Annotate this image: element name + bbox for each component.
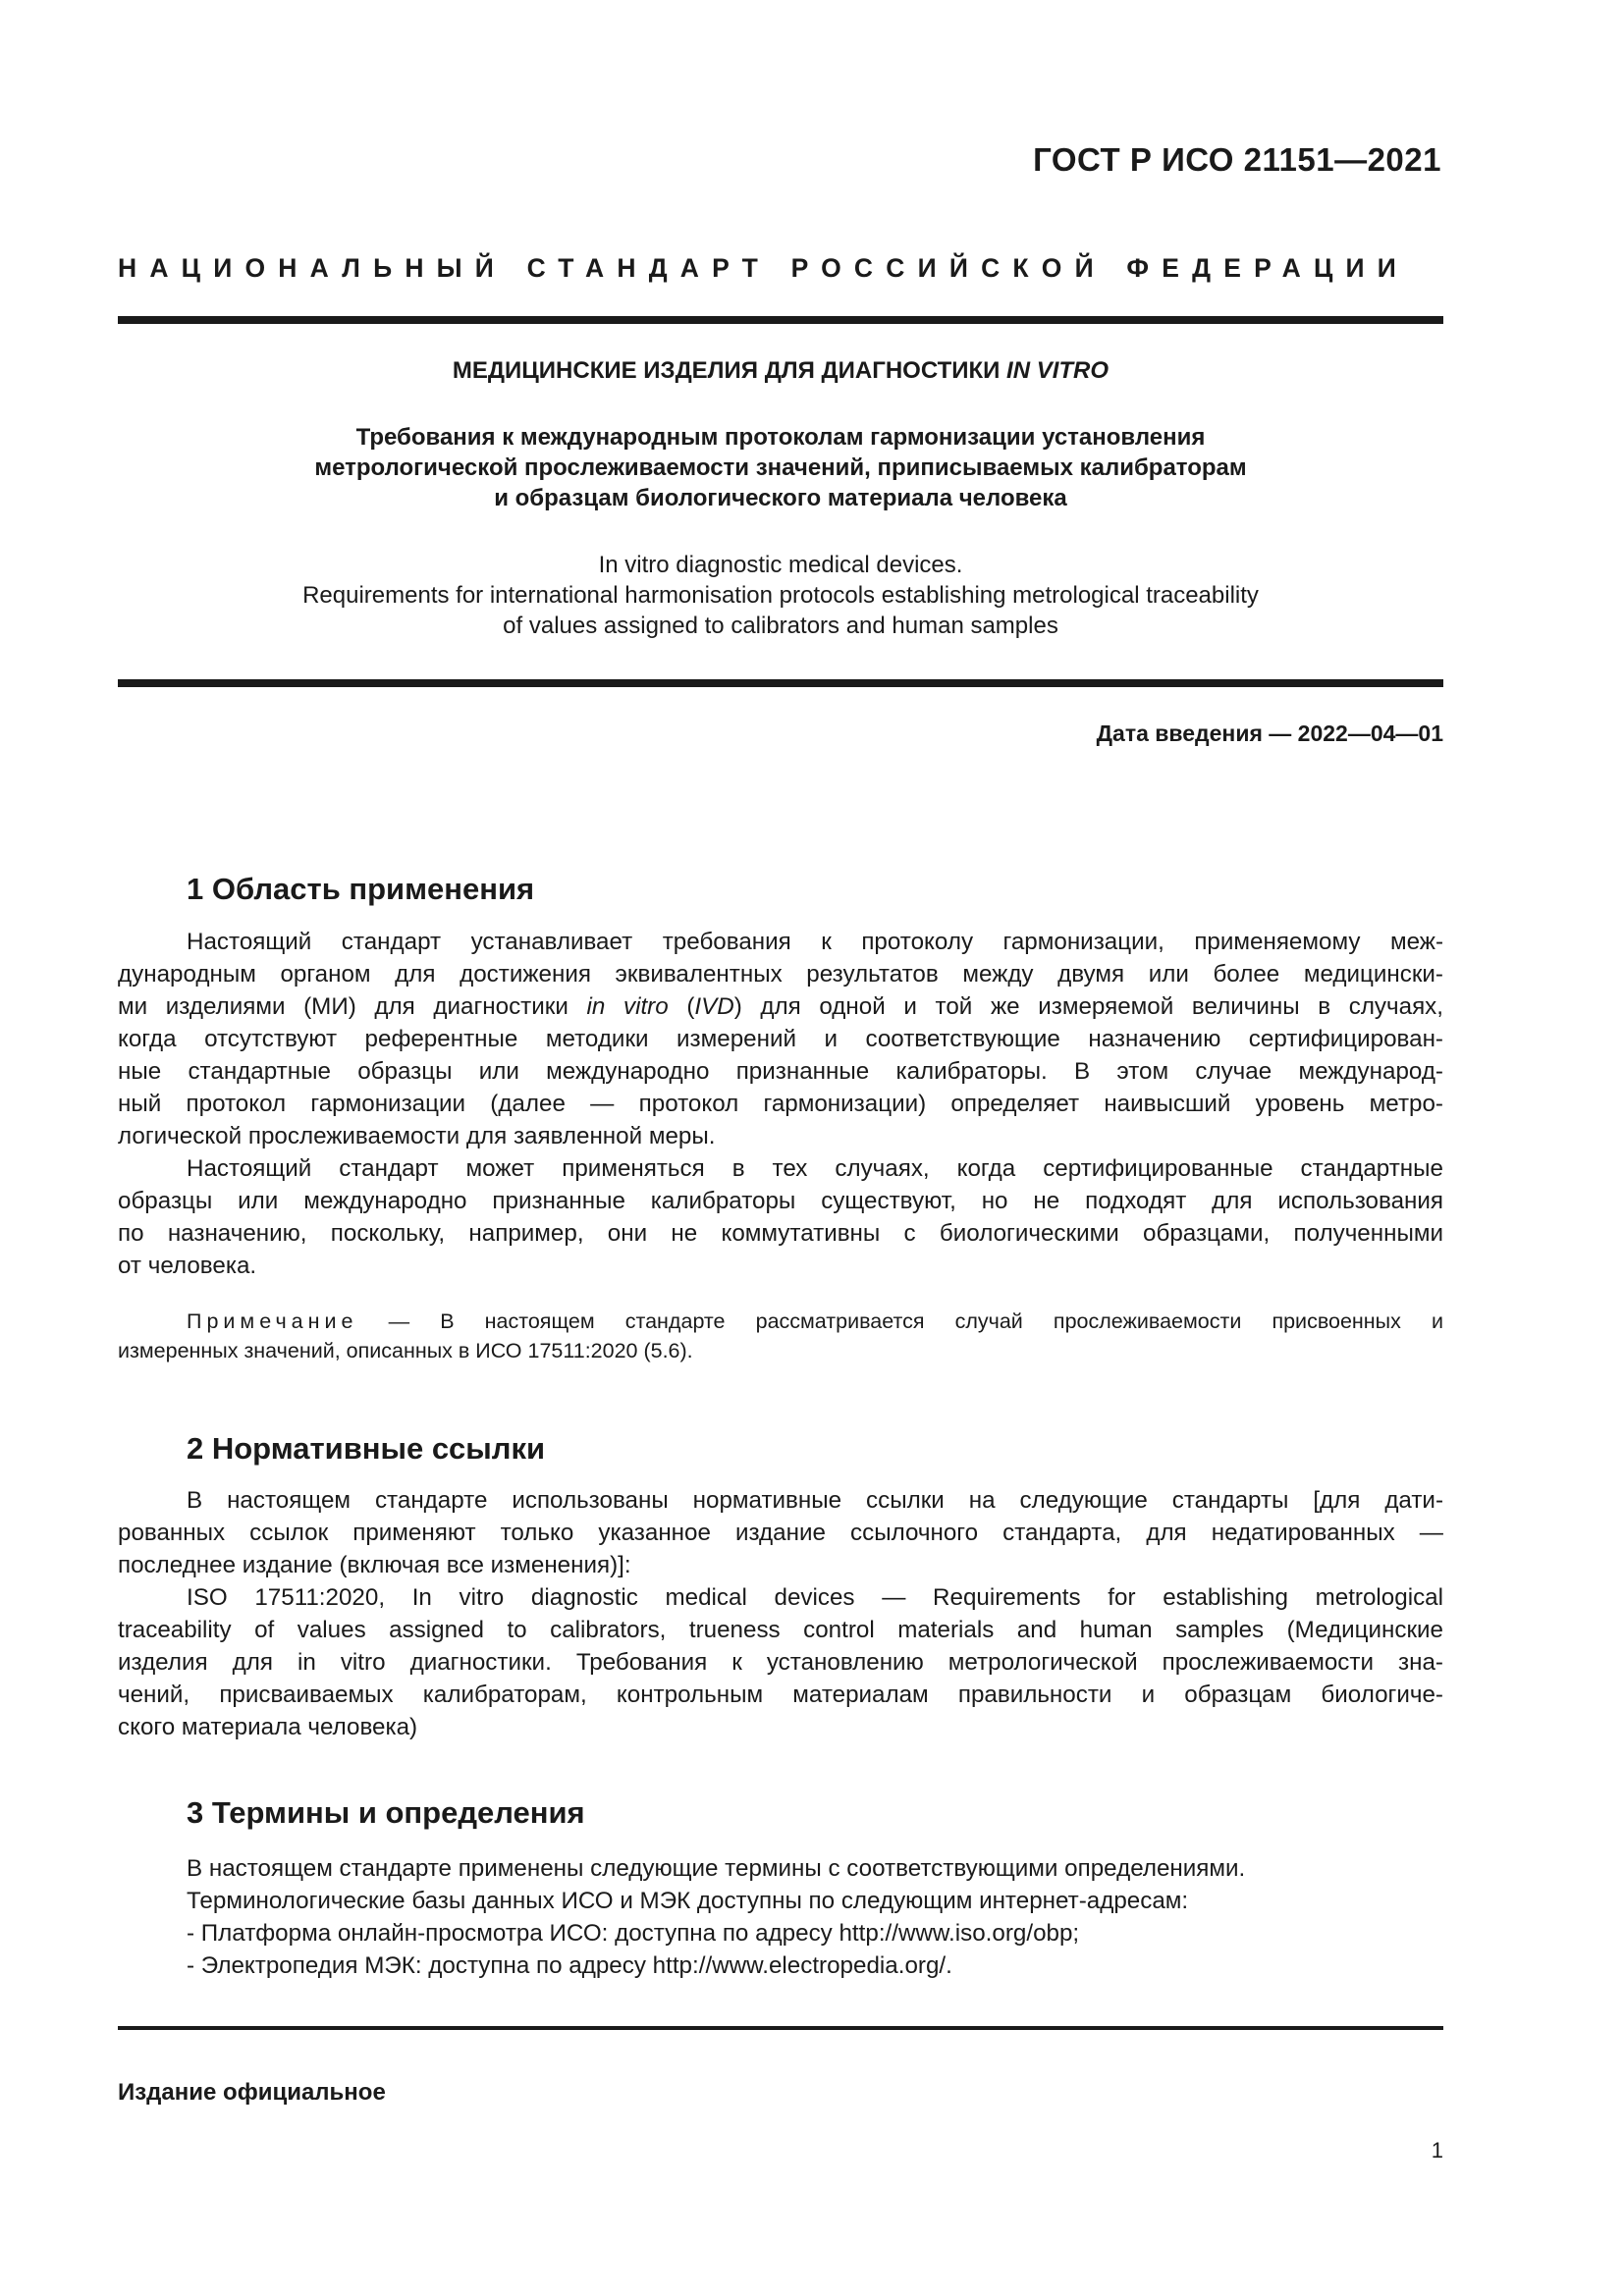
footer-rule <box>118 2026 1443 2030</box>
title-main-text: МЕДИЦИНСКИЕ ИЗДЕЛИЯ ДЛЯ ДИАГНОСТИКИ <box>452 357 1007 384</box>
title-english-line: Requirements for international harmonisation protocols establishing metrological traceability <box>302 582 1259 609</box>
section-1-heading: 1 Область применения <box>187 872 535 906</box>
text-line: В настоящем стандарте применены следующие термины с соответствующими определениями. <box>187 1855 1246 1882</box>
text-line: ные стандартные образцы или международно признанные калибраторы. В этом случае международ- <box>118 1058 1443 1085</box>
title-main <box>118 357 1443 385</box>
national-standard-banner: НАЦИОНАЛЬНЫЙ СТАНДАРТ РОССИЙСКОЙ ФЕДЕРАЦИИ <box>118 253 1410 283</box>
text-line: дународным органом для достижения эквивалентных результатов между двумя или более медицински- <box>118 961 1443 988</box>
text-line: изделия для in vitro диагностики. Требования к установлению метрологической прослеживаемости зна- <box>118 1649 1443 1676</box>
section-2-paragraph-2 <box>118 1581 1443 1743</box>
italic-fragment: IVD <box>694 993 734 1020</box>
page-number: 1 <box>1431 2138 1443 2163</box>
title-english-line: of values assigned to calibrators and human samples <box>503 613 1058 639</box>
text-line: ского материала человека) <box>118 1714 418 1740</box>
text-line: чений, присваиваемых калибраторам, контрольным материалам правильности и образцам биологиче- <box>118 1682 1443 1708</box>
text-fragment: — В настоящем стандарте рассматривается случай прослеживаемости присвоенных и <box>357 1309 1443 1333</box>
text-line <box>118 1307 1443 1336</box>
text-line: traceability of values assigned to calibrators, trueness control materials and human samples (Медицинские <box>118 1617 1443 1643</box>
text-line: рованных ссылок применяют только указанное издание ссылочного стандарта, для недатированных — <box>118 1520 1443 1546</box>
introduction-date: Дата введения — 2022—04—01 <box>1096 721 1443 746</box>
text-line: по назначению, поскольку, например, они не коммутативны с биологическими образцами, полученными <box>118 1220 1443 1247</box>
title-subtitle <box>118 422 1443 513</box>
text-fragment: ми изделиями (МИ) для диагностики <box>118 993 587 1020</box>
title-english-line: In vitro diagnostic medical devices. <box>598 552 963 578</box>
title-subtitle-line: и образцам биологического материала человека <box>494 485 1067 511</box>
title-subtitle-line: Требования к международным протоколам гармонизации установления <box>355 424 1206 451</box>
section-1-paragraph-2 <box>118 1152 1443 1282</box>
text-line: логической прослеживаемости для заявленной меры. <box>118 1123 716 1149</box>
text-line: - Платформа онлайн-просмотра ИСО: доступна по адресу http://www.iso.org/obp; <box>187 1920 1080 1947</box>
section-1-paragraph-1 <box>118 926 1443 1152</box>
text-line: когда отсутствуют референтные методики измерений и соответствующие назначению сертифицирован- <box>118 1026 1443 1052</box>
section-1-note <box>118 1307 1443 1365</box>
section-2-heading: 2 Нормативные ссылки <box>187 1431 546 1466</box>
title-main-italic: IN VITRO <box>1006 357 1110 384</box>
section-2-paragraph-1 <box>118 1484 1443 1581</box>
text-fragment: ) для одной и той же измеряемой величины в случаях, <box>733 993 1443 1020</box>
title-subtitle-line: метрологической прослеживаемости значений, приписываемых калибраторам <box>314 454 1247 481</box>
text-line <box>118 990 1443 1023</box>
text-line: В настоящем стандарте использованы нормативные ссылки на следующие стандарты [для дати- <box>187 1487 1443 1514</box>
top-rule <box>118 316 1443 324</box>
section-3-heading: 3 Термины и определения <box>187 1795 585 1830</box>
italic-fragment: in vitro <box>586 993 669 1020</box>
note-label: Примечание <box>187 1309 358 1333</box>
text-line: - Электропедия МЭК: доступна по адресу http://www.electropedia.org/. <box>187 1952 952 1979</box>
title-english <box>118 550 1443 641</box>
text-line: ный протокол гармонизации (далее — протокол гармонизации) определяет наивысший уровень метро- <box>118 1091 1443 1117</box>
section-3-text <box>187 1852 1443 1982</box>
title-bottom-rule <box>118 679 1443 687</box>
text-line: последнее издание (включая все изменения)]: <box>118 1552 631 1578</box>
text-line: Настоящий стандарт устанавливает требования к протоколу гармонизации, применяемому меж- <box>187 929 1443 955</box>
text-fragment: ( <box>668 993 695 1020</box>
text-line: ISO 17511:2020, In vitro diagnostic medical devices — Requirements for establishing metrological <box>187 1584 1443 1611</box>
text-line: от человека. <box>118 1253 257 1279</box>
text-line: Терминологические базы данных ИСО и МЭК доступны по следующим интернет-адресам: <box>187 1888 1189 1914</box>
text-line: Настоящий стандарт может применяться в тех случаях, когда сертифицированные стандартные <box>187 1155 1443 1182</box>
text-line: измеренных значений, описанных в ИСО 17511:2020 (5.6). <box>118 1339 693 1362</box>
document-code: ГОСТ Р ИСО 21151—2021 <box>1033 141 1441 178</box>
text-line: образцы или международно признанные калибраторы существуют, но не подходят для использования <box>118 1188 1443 1214</box>
official-edition-label: Издание официальное <box>118 2079 386 2106</box>
